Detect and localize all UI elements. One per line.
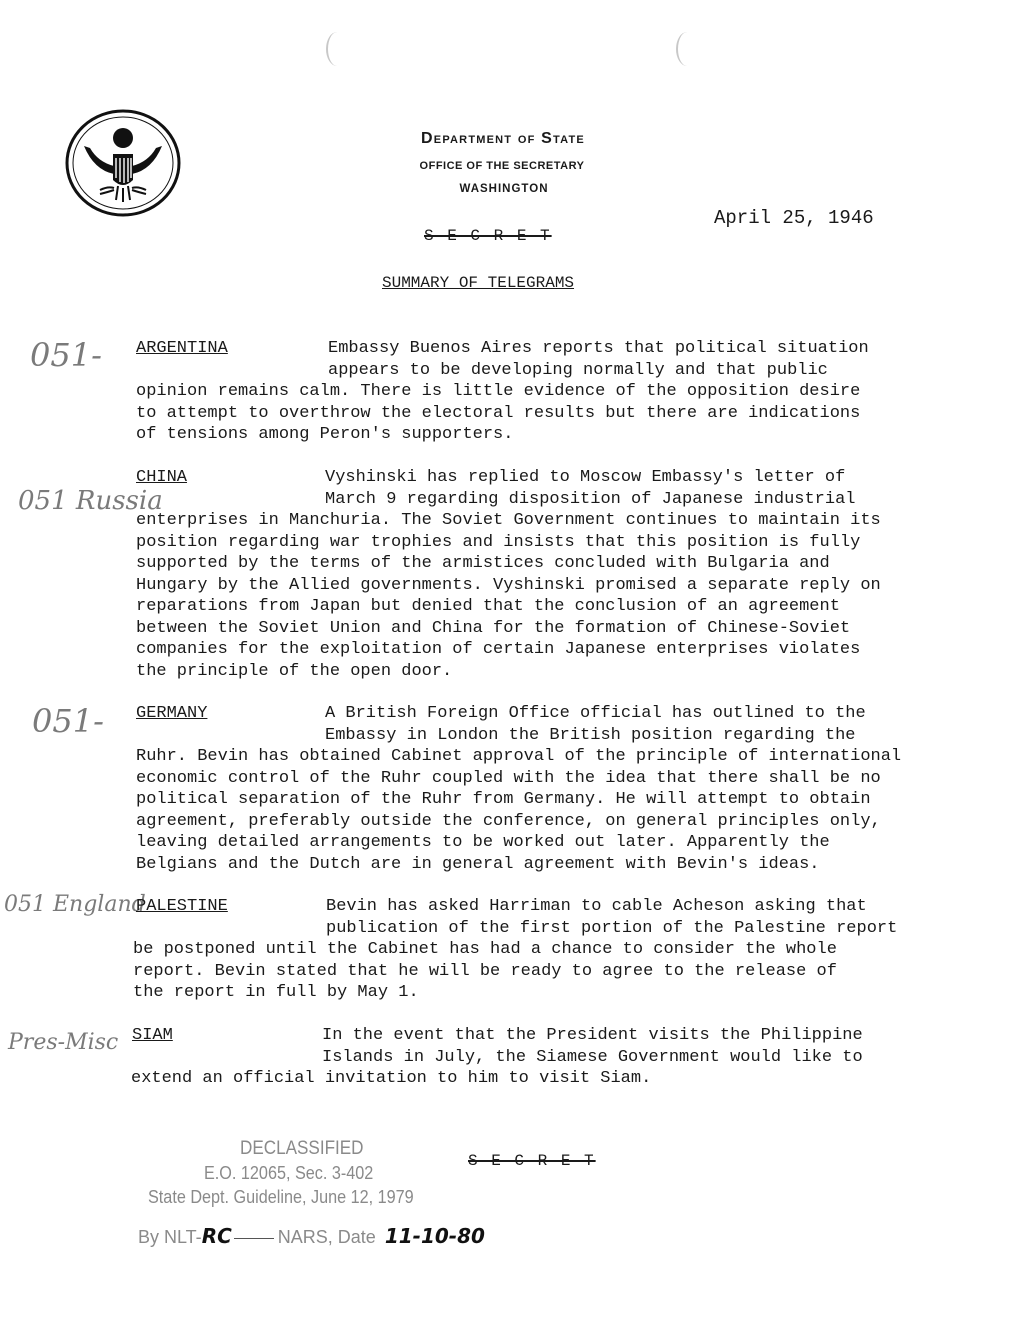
declassification-signature-line	[138, 1224, 485, 1248]
siam-line: Islands in July, the Siamese Government would like to	[322, 1047, 863, 1067]
annotation-china: 051 Russia	[18, 486, 163, 516]
classification-top: S E C R E T	[424, 227, 552, 245]
country-heading-palestine: PALESTINE	[136, 897, 228, 916]
palestine-line: Bevin has asked Harriman to cable Acheson asking that	[326, 897, 867, 916]
siam-line: extend an official invitation to him to visit Siam.	[131, 1069, 652, 1088]
argentina-line: appears to be developing normally and that public	[328, 360, 828, 380]
argentina-line: opinion remains calm. There is little evidence of the opposition desire	[136, 382, 861, 401]
siam-line: In the event that the President visits the Philippine	[322, 1026, 863, 1045]
annotation-siam: Pres-Misc	[8, 1030, 119, 1055]
declassification-authority: E.O. 12065, Sec. 3-402	[204, 1163, 374, 1183]
argentina-line: to attempt to overthrow the electoral results but there are indications	[136, 403, 861, 423]
declassification-guideline: State Dept. Guideline, June 12, 1979	[148, 1187, 414, 1207]
china-line: between the Soviet Union and China for the formation of Chinese-Soviet	[136, 618, 851, 638]
argentina-line: of tensions among Peron's supporters.	[136, 425, 514, 444]
china-line: supported by the terms of the armistices concluded with Bulgaria and	[136, 554, 830, 573]
germany-line: agreement, preferably outside the conference, on general principles only,	[136, 811, 881, 831]
by-label: By NLT-	[138, 1227, 202, 1247]
china-line: March 9 regarding disposition of Japanese industrial	[325, 489, 856, 509]
china-line: Vyshinski has replied to Moscow Embassy's letter of	[325, 468, 846, 487]
palestine-line: publication of the first portion of the Palestine report	[326, 918, 898, 938]
document-date: April 25, 1946	[714, 207, 874, 229]
china-line: the principle of the open door.	[136, 661, 453, 681]
germany-line: political separation of the Ruhr from Germany. He will attempt to obtain	[136, 790, 871, 809]
punch-hole-mark	[676, 32, 698, 66]
china-line: Hungary by the Allied governments. Vyshinski promised a separate reply on	[136, 575, 881, 595]
country-heading-germany: GERMANY	[136, 704, 208, 723]
country-heading-china: CHINA	[136, 468, 188, 487]
germany-line: leaving detailed arrangements to be worked out later. Apparently the	[136, 833, 830, 852]
country-heading-siam: SIAM	[132, 1026, 173, 1045]
classification-bottom: S E C R E T	[468, 1152, 596, 1170]
germany-line: A British Foreign Office official has outlined to the	[325, 704, 866, 723]
argentina-line: Embassy Buenos Aires reports that political situation	[328, 339, 869, 358]
by-initials: RC	[201, 1224, 232, 1248]
china-line: reparations from Japan but denied that the conclusion of an agreement	[136, 597, 840, 616]
germany-line: Belgians and the Dutch are in general agreement with Bevin's ideas.	[136, 854, 820, 874]
palestine-line: report. Bevin stated that he will be ready to agree to the release of	[133, 961, 837, 981]
city-heading: WASHINGTON	[459, 183, 549, 195]
nars-label: NARS, Date	[277, 1227, 376, 1247]
annotation-germany: 051-	[32, 702, 104, 740]
china-line: position regarding war trophies and insists that this position is fully	[136, 532, 861, 552]
country-heading-argentina: ARGENTINA	[136, 339, 228, 358]
declassified-heading: DECLASSIFIED	[240, 1138, 364, 1159]
china-line: enterprises in Manchuria. The Soviet Government continues to maintain its	[136, 511, 881, 530]
palestine-line: the report in full by May 1.	[133, 983, 419, 1002]
germany-line: Ruhr. Bevin has obtained Cabinet approval of the principle of international	[136, 747, 902, 766]
document-title: SUMMARY OF TELEGRAMS	[382, 274, 575, 292]
annotation-palestine: 051 England	[4, 892, 146, 917]
china-line: companies for the exploitation of certain Japanese enterprises violates	[136, 640, 861, 659]
department-heading: Department of State	[421, 130, 585, 147]
department-seal-icon	[64, 108, 182, 218]
declassification-date: 11-10-80	[384, 1224, 485, 1248]
palestine-line: be postponed until the Cabinet has had a chance to consider the whole	[133, 940, 837, 959]
germany-line: economic control of the Ruhr coupled with the idea that there shall be no	[136, 768, 881, 788]
germany-line: Embassy in London the British position regarding the	[325, 725, 856, 745]
punch-hole-mark	[326, 32, 348, 66]
office-heading: OFFICE OF THE SECRETARY	[419, 160, 585, 172]
annotation-argentina: 051-	[30, 336, 102, 374]
signature-rule	[234, 1238, 274, 1239]
